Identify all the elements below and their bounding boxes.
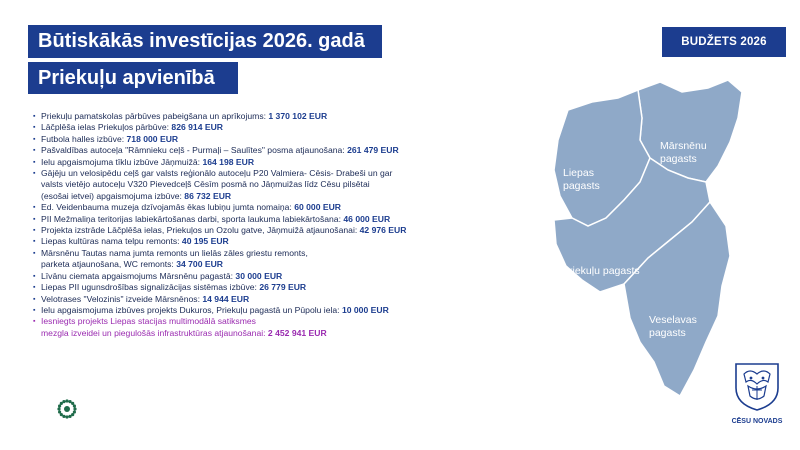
logo-ray [65,415,68,418]
investment-item [33,294,473,305]
investment-item [33,145,473,156]
map-label-veselavas-line2: pagasts [649,327,686,339]
investment-text: Ielu apgaismojuma izbūves projekts Dukuros, Priekuļu pagastā un Pūpolu iela: [41,304,342,315]
investment-text: Velotrases "Velozinis" izveide Mārsnēnos: [41,293,203,304]
investment-amount: 2 452 941 EUR [267,327,327,338]
investment-item [33,168,473,202]
investment-text: mezgla izveidei un piegulošās infrastruktūras atjaunošanai: [41,327,268,338]
logo-ray [73,407,76,410]
logo-ray [73,404,76,407]
page-title: Būtiskākās investīcijas 2026. gadā [28,25,382,58]
investment-amount: 60 000 EUR [294,202,342,213]
investment-item [33,248,473,271]
logo-ray [62,400,65,403]
investment-text: valsts vietējo autoceļu V320 Pievedceļš Cēsīm posmā no Jāņmuižas līdz Cēsu pilsētai [41,179,370,190]
investment-text: Mārsnēnu Tautas nama jumta remonts un lielās zāles griestu remonts, [41,247,308,258]
investment-text: Liepas kultūras nama telpu remonts: [41,236,182,247]
map-label-liepas-line2: pagasts [563,180,600,192]
investment-amount: 718 000 EUR [126,133,179,144]
investment-item [33,122,473,133]
bullet-icon: ▪ [33,124,36,132]
investment-amount: 42 976 EUR [359,225,407,236]
page-subtitle: Priekuļu apvienībā [28,62,238,94]
investment-list [33,111,473,339]
logo-ray [68,400,71,403]
cesu-novads-crest-icon [730,360,784,412]
bullet-icon: ▪ [33,272,36,280]
green-star-logo-icon [56,398,78,420]
investment-amount: 10 000 EUR [341,304,389,315]
investment-item [33,282,473,293]
investment-item [33,305,473,316]
investment-amount: 261 479 EUR [347,145,399,156]
investment-text: Gājēju un velosipēdu ceļš gar valsts reģionālo autoceļu P20 Valmiera- Cēsis- Drabeši un gar [41,168,393,179]
bullet-icon: ▪ [33,158,36,166]
investment-text: Futbola halles izbūve: [41,133,127,144]
logo-ray [73,410,76,413]
investment-text: Projekta izstrāde Lāčplēša ielas, Priekuļos un Ozolu gatve, Jāņmuižā atjaunošanai: [41,225,360,236]
logo-ray [60,402,63,405]
investment-amount: 34 700 EUR [176,259,224,270]
map-label-priekulu: Priekuļu pagasts [562,265,640,277]
org-name: CĒSU NOVADS [731,418,783,425]
bullet-icon: ▪ [33,227,36,235]
map-label-liepas [563,167,600,192]
bullet-icon: ▪ [33,113,36,120]
logo-ray [71,402,74,405]
investment-item [33,134,473,145]
investment-item [33,225,473,236]
investment-item [33,236,473,247]
investment-item [33,202,473,213]
logo-ray [57,407,60,410]
budget-badge: BUDŽETS 2026 [662,27,786,57]
investment-text: PII Mežmaliņa teritorijas labiekārtošanas darbi, sporta laukuma labiekārtošana: [41,213,344,224]
bullet-icon: ▪ [33,238,36,246]
investment-amount: 30 000 EUR [235,270,283,281]
logo-ray [65,399,68,402]
logo-ray [68,415,71,418]
investment-item [33,316,473,339]
investment-amount: 826 914 EUR [171,122,224,133]
bullet-icon: ▪ [33,306,36,314]
investment-amount: 40 195 EUR [181,236,229,247]
investment-item [33,157,473,168]
logo-ray [60,413,63,416]
investment-amount: 164 198 EUR [202,156,255,167]
bullet-icon: ▪ [33,215,36,223]
map-label-veselavas-line1: Veselavas [649,314,697,326]
bullet-icon: ▪ [33,295,36,303]
investment-item [33,111,473,122]
bullet-icon: ▪ [33,170,36,178]
investment-text: (esošai ietvei) apgaismojuma izbūve: [41,190,185,201]
investment-amount: 26 779 EUR [259,282,307,293]
bullet-icon: ▪ [33,147,36,155]
bullet-icon: ▪ [33,284,36,292]
map-label-liepas-line1: Liepas [563,167,594,179]
investment-text: Liepas PII ugunsdrošības signalizācijas sistēmas izbūve: [41,282,260,293]
investment-text: parketa atjaunošana, WC remonts: [41,259,177,270]
investment-text: Līvānu ciemata apgaismojums Mārsnēnu pagastā: [41,270,236,281]
bullet-icon: ▪ [33,204,36,212]
investment-text: Ielu apgaismojuma tīklu izbūve Jāņmuižā: [41,156,203,167]
investment-text: Priekuļu pamatskolas pārbūves pabeigšana un aprīkojums: [41,111,269,121]
investment-amount: 1 370 102 EUR [268,111,328,121]
investment-item [33,271,473,282]
map-label-marsnenu-line1: Mārsnēnu [660,140,707,152]
logo-ray [58,410,61,413]
investment-text: Lāčplēša ielas Priekuļos pārbūve: [41,122,172,133]
investment-text: Ed. Veidenbauma muzeja dzīvojamās ēkas lubiņu jumta nomaiņa: [41,202,295,213]
investment-text: Pašvaldības autoceļa "Rāmnieku ceļš - Purmaļi – Saulītes" posma atjaunošana: [41,145,348,156]
logo-ray [62,415,65,418]
region-map [520,70,760,410]
investment-text: Iesniegts projekts Liepas stacijas multimodālā satiksmes [41,316,256,327]
investment-amount: 46 000 EUR [343,213,391,224]
logo-ray [58,404,61,407]
investment-amount: 14 944 EUR [202,293,250,304]
bullet-icon: ▪ [33,318,36,326]
investment-amount: 86 732 EUR [184,190,232,201]
logo-ray [71,413,74,416]
bullet-icon: ▪ [33,249,36,257]
map-label-marsnenu-line2: pagasts [660,153,697,165]
bullet-icon: ▪ [33,135,36,143]
investment-item [33,214,473,225]
